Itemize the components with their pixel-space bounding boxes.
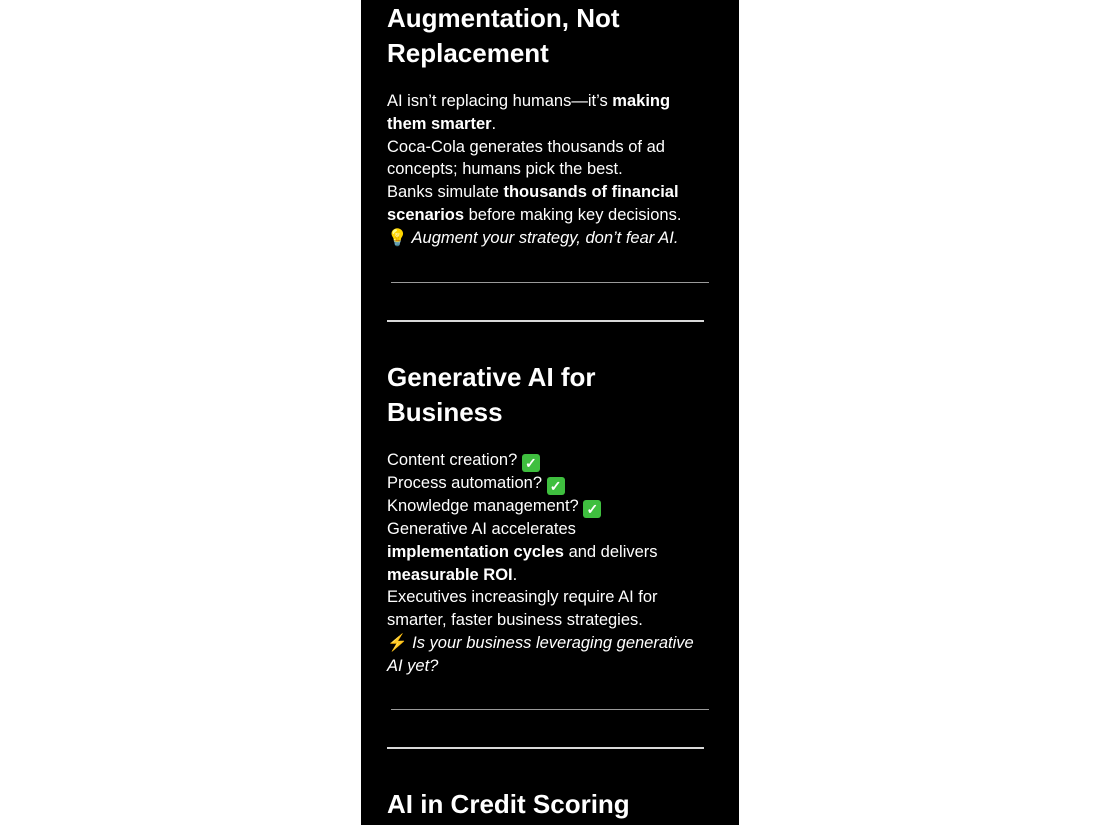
bold-text: thousands of financial <box>503 183 679 202</box>
text-line <box>387 472 717 495</box>
text-line <box>387 586 717 609</box>
italic-text: Is your business leveraging generative <box>407 633 694 652</box>
plain-text: ⚡ <box>387 633 408 652</box>
bold-text: scenarios <box>387 205 465 224</box>
plain-text: concepts; humans pick the best. <box>387 160 623 179</box>
plain-text: Executives increasingly require AI for <box>387 588 658 607</box>
text-line <box>387 90 717 113</box>
text-line <box>387 449 717 472</box>
plain-text: Knowledge management? <box>387 497 584 515</box>
text-line <box>387 204 717 227</box>
plain-text: AI isn’t replacing humans—it’s <box>387 92 613 110</box>
italic-text: Augment your strategy, don’t fear AI. <box>407 228 679 247</box>
plain-text: Banks simulate <box>387 183 504 202</box>
bold-text: implementation cycles <box>387 542 564 561</box>
bold-text: them smarter <box>387 114 492 133</box>
text-line <box>387 541 717 564</box>
text-line <box>387 564 717 587</box>
section-generative-ai <box>387 360 717 430</box>
plain-text: Process automation? <box>387 474 547 492</box>
text-line <box>387 495 717 518</box>
content-column[interactable] <box>361 0 739 825</box>
check-mark-icon: ✓ <box>583 500 601 518</box>
text-line <box>387 632 717 655</box>
divider-thin <box>391 709 709 710</box>
bold-text: making <box>612 92 671 110</box>
text-line <box>387 158 717 181</box>
text-line <box>387 518 717 541</box>
divider-underline <box>387 320 704 322</box>
section-body <box>387 449 717 678</box>
plain-text: smarter, faster business strategies. <box>387 611 643 630</box>
section-heading: Generative AI for Business <box>387 362 596 427</box>
check-mark-icon: ✓ <box>547 477 565 495</box>
text-line <box>387 113 717 136</box>
text-line <box>387 609 717 632</box>
italic-text: AI yet? <box>387 656 439 675</box>
plain-text: 💡 <box>387 228 408 247</box>
plain-text: and delivers <box>563 542 658 561</box>
plain-text: . <box>512 565 518 584</box>
bold-text: measurable ROI <box>387 565 513 584</box>
section-heading: Augmentation, Not Replacement <box>387 3 620 68</box>
text-line <box>387 136 717 159</box>
check-mark-icon: ✓ <box>522 454 540 472</box>
text-line <box>387 227 717 250</box>
text-line <box>387 655 717 678</box>
text-line <box>387 181 717 204</box>
plain-text: Content creation? <box>387 451 522 469</box>
section-credit-scoring <box>387 787 717 822</box>
divider-underline <box>387 747 704 749</box>
plain-text: Coca-Cola generates thousands of ad <box>387 137 665 156</box>
divider-thin <box>391 282 709 283</box>
section-augmentation <box>387 1 717 71</box>
section-body <box>387 90 717 250</box>
plain-text: . <box>491 114 497 133</box>
plain-text: Generative AI accelerates <box>387 520 576 538</box>
section-heading: AI in Credit Scoring <box>387 789 630 819</box>
plain-text: before making key decisions. <box>464 205 682 224</box>
